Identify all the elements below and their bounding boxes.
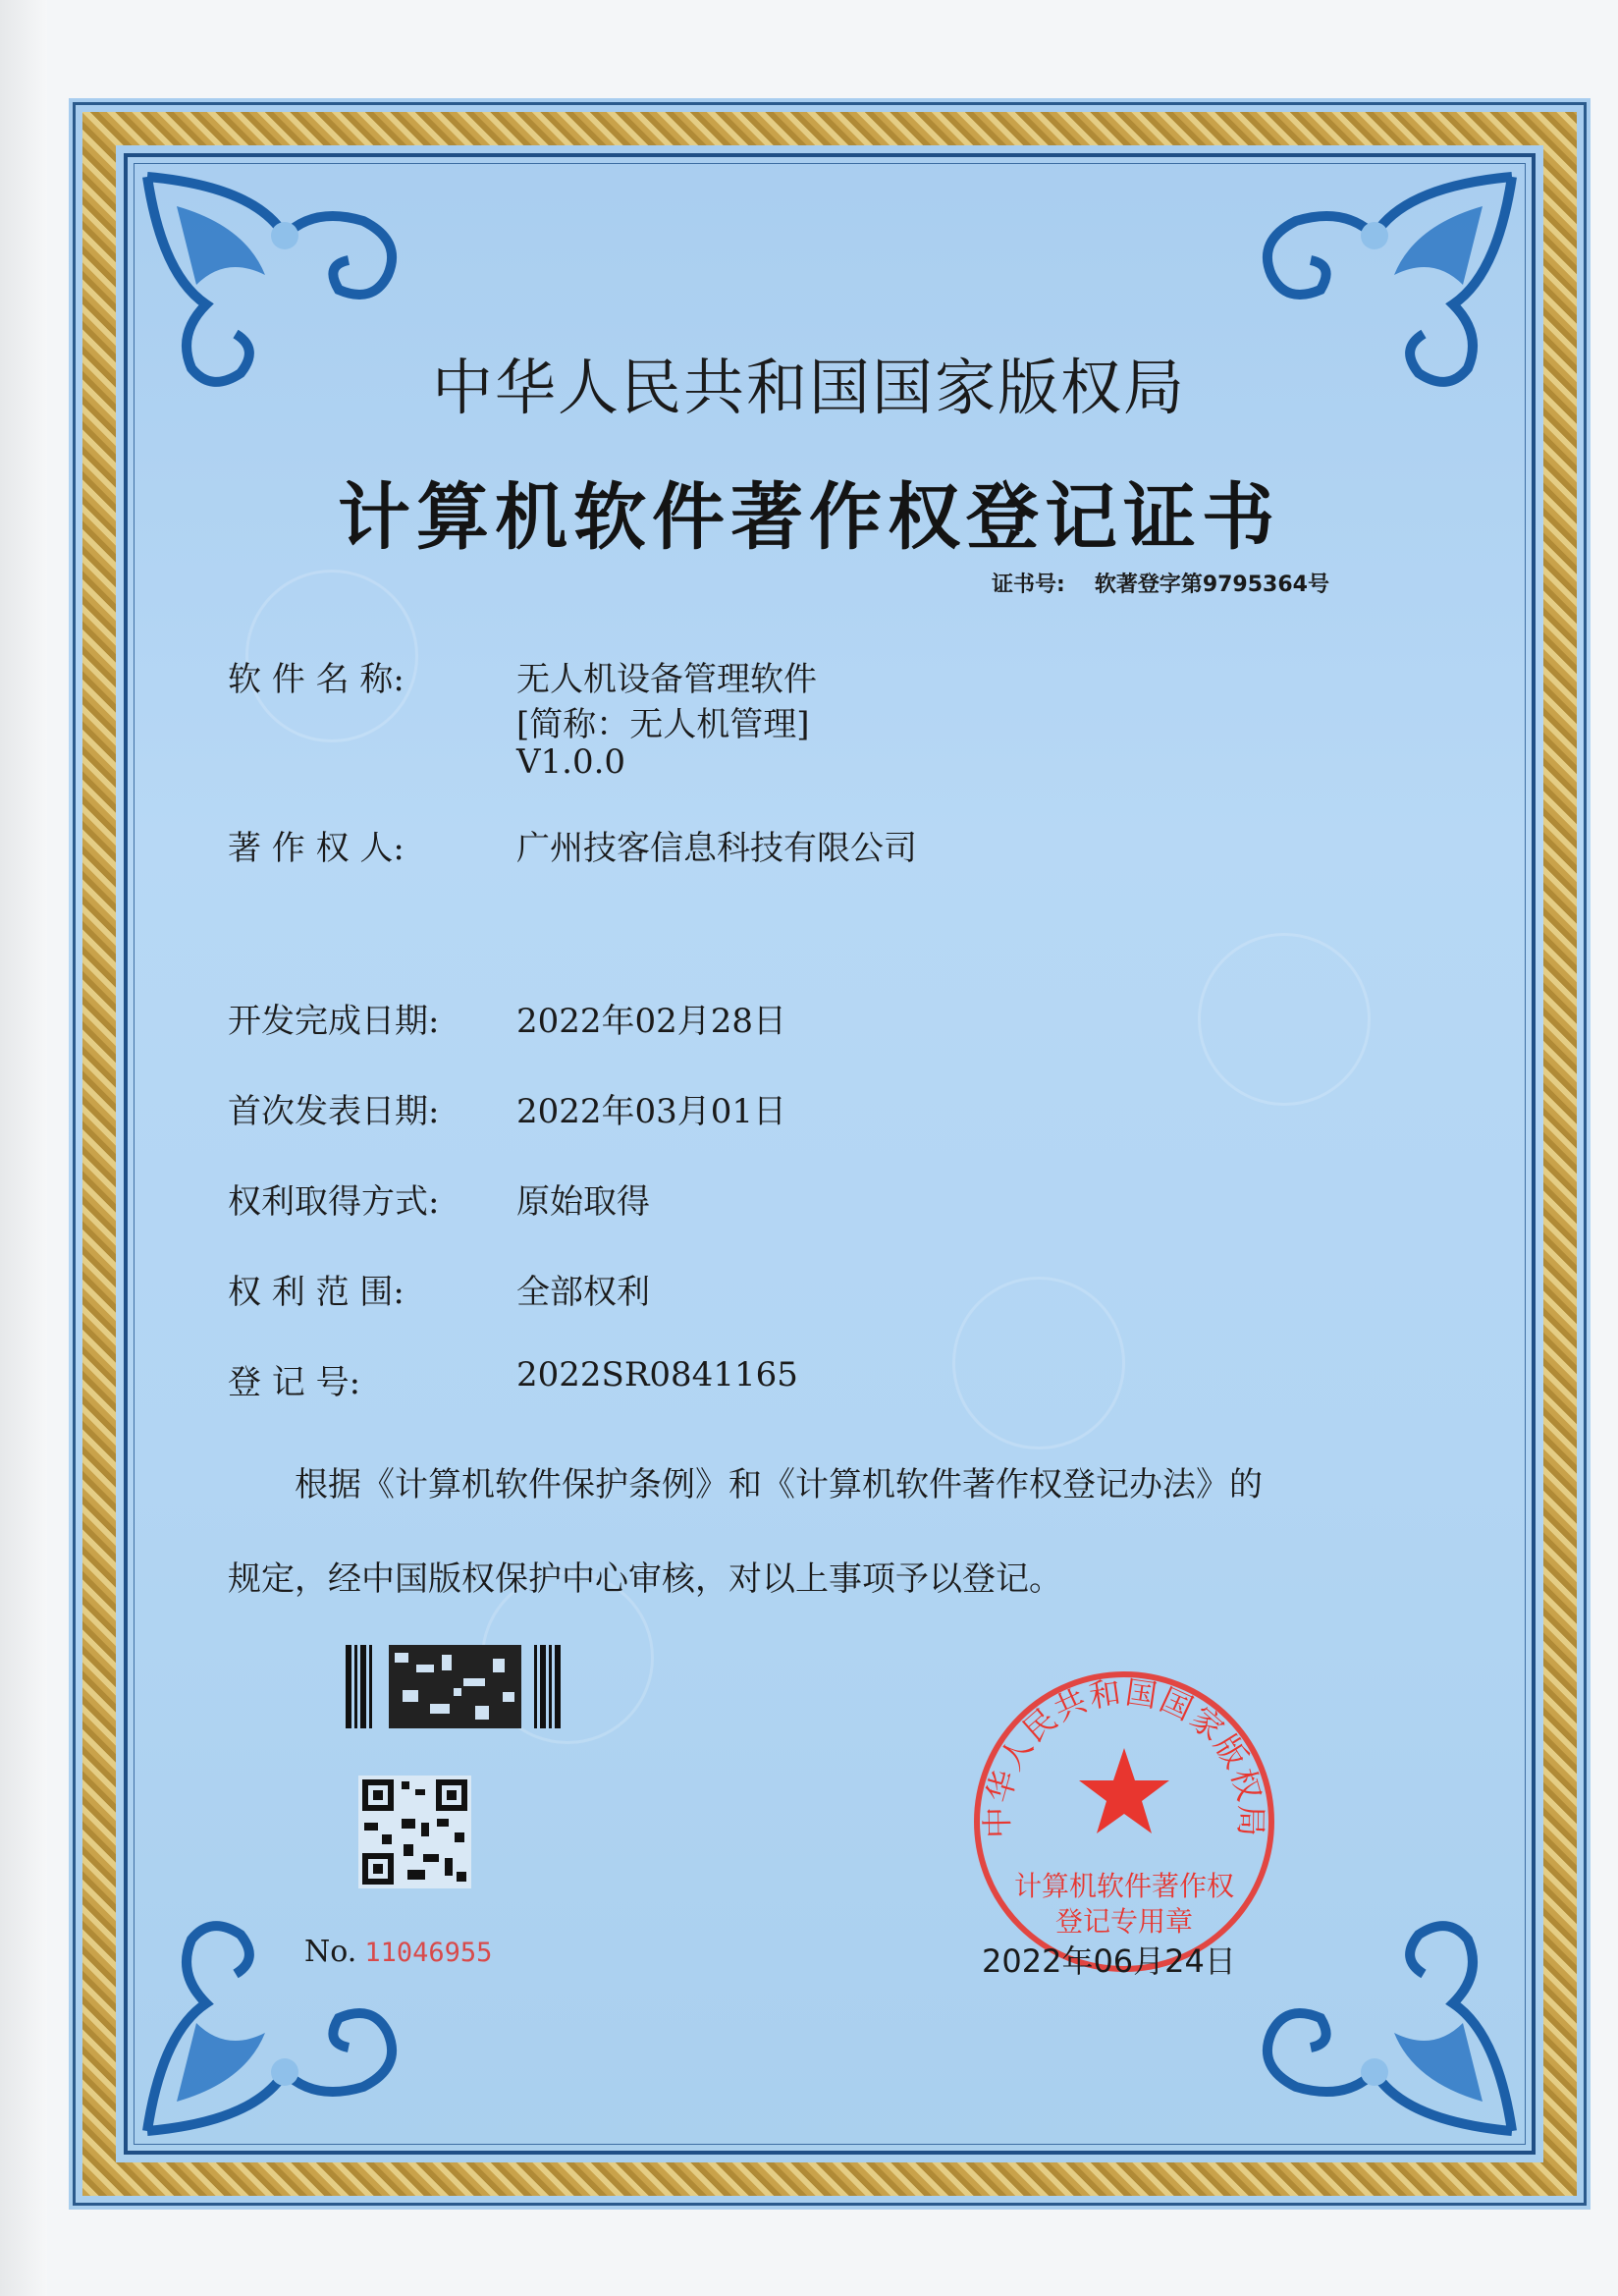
- first-publish-date-value: 2022年03月01日: [516, 1092, 787, 1131]
- watermark-emblem-icon: [1198, 933, 1371, 1106]
- barcode-icon: [346, 1645, 566, 1728]
- software-version: V1.0.0: [516, 742, 626, 782]
- acquisition-method-value: 原始取得: [516, 1182, 650, 1222]
- serial-label: No.: [304, 1935, 357, 1969]
- serial-number: [304, 1935, 492, 1969]
- rights-scope-value: 全部权利: [516, 1273, 650, 1312]
- copyright-holder-label: 著 作 权 人:: [228, 829, 404, 868]
- rights-scope-label: 权 利 范 围:: [228, 1273, 404, 1312]
- seal-ring-text: 中华人民共和国国家版权局: [978, 1672, 1270, 1839]
- copyright-holder-value: 广州技客信息科技有限公司: [516, 829, 917, 868]
- first-publish-date-label: 首次发表日期:: [228, 1092, 440, 1131]
- official-seal: [957, 1660, 1291, 1974]
- software-short-name: [简称：无人机管理]: [516, 705, 810, 744]
- qr-code-icon: [358, 1776, 471, 1888]
- software-name-label: 软 件 名 称:: [228, 660, 404, 699]
- seal-line-2: 登记专用章: [1054, 1905, 1194, 1938]
- statement-line-1: 根据《计算机软件保护条例》和《计算机软件著作权登记办法》的: [295, 1465, 1263, 1504]
- certificate-title: 计算机软件著作权登记证书: [338, 475, 1280, 560]
- dev-complete-date-value: 2022年02月28日: [516, 1002, 787, 1041]
- seal-line-1: 计算机软件著作权: [1013, 1870, 1235, 1902]
- serial-value: 11046955: [364, 1938, 493, 1968]
- dev-complete-date-label: 开发完成日期:: [228, 1002, 440, 1041]
- software-name-value: 无人机设备管理软件: [516, 660, 817, 699]
- certificate-number-value: 软著登字第9795364号: [1094, 573, 1329, 597]
- registration-number-label: 登 记 号:: [228, 1363, 361, 1402]
- certificate-number: [992, 568, 1329, 598]
- issue-date: 2022年06月24日: [982, 1942, 1236, 1980]
- seal-star-icon: [1079, 1748, 1169, 1833]
- statement-line-2: 规定，经中国版权保护中心审核，对以上事项予以登记。: [228, 1559, 1062, 1599]
- watermark-emblem-icon: [952, 1277, 1125, 1449]
- issuer-title: 中华人民共和国国家版权局: [431, 352, 1186, 423]
- certificate-number-label: 证书号:: [992, 573, 1065, 597]
- acquisition-method-label: 权利取得方式:: [228, 1182, 440, 1222]
- registration-number-value: 2022SR0841165: [516, 1355, 798, 1394]
